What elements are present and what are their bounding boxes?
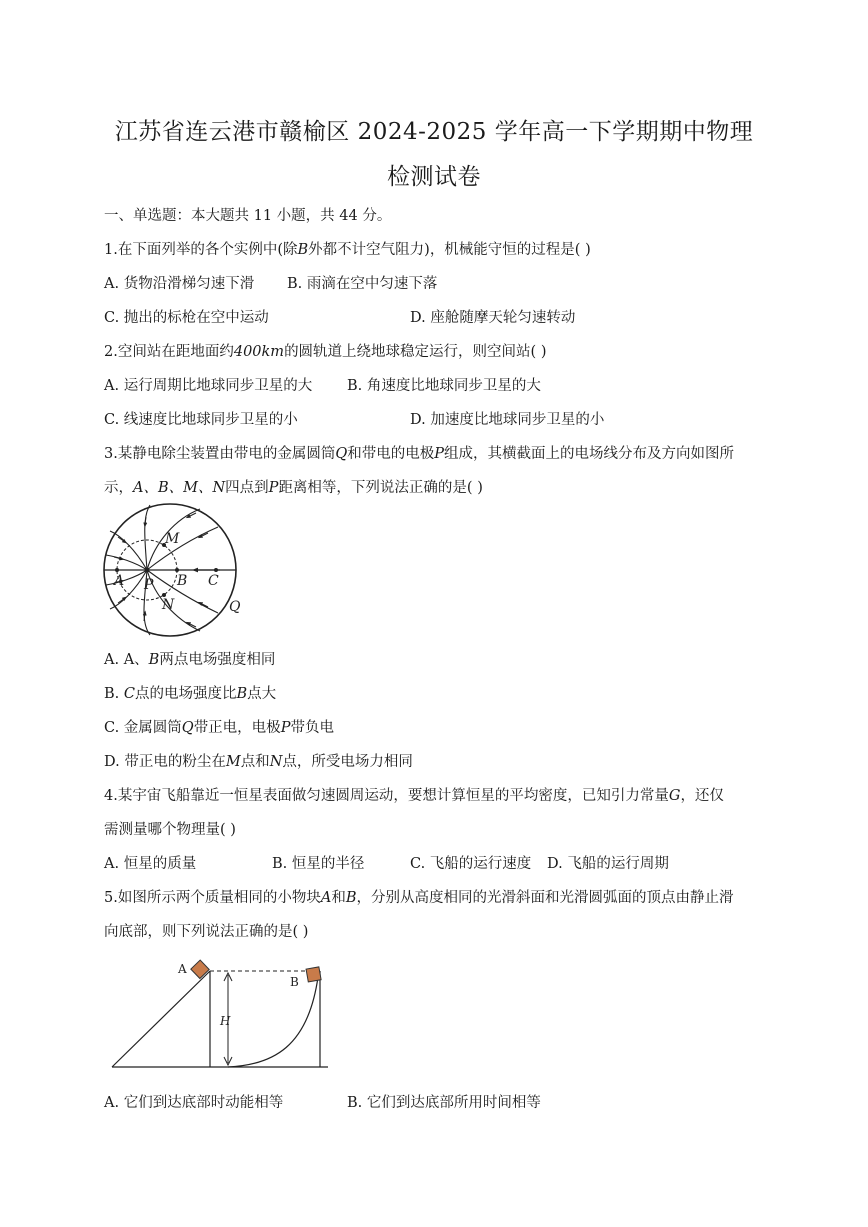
q1-option-a: A. 货物沿滑梯匀速下滑 [104, 276, 255, 292]
q5-option-b: B. 它们到达底部所用时间相等 [347, 1095, 541, 1111]
section-header: 一、单选题：本大题共 11 小题，共 44 分。 [104, 208, 392, 224]
q4-option-b: B. 恒星的半径 [272, 856, 365, 872]
q3-option-b: B. C点的电场强度比B点大 [104, 686, 277, 702]
q3-option-d: D. 带正电的粉尘在M点和N点，所受电场力相同 [104, 754, 413, 770]
q1-option-c: C. 抛出的标枪在空中运动 [104, 310, 269, 326]
q2-option-b: B. 角速度比地球同步卫星的大 [347, 378, 541, 394]
q4-stem-line1: 4.某宇宙飞船靠近一恒星表面做匀速圆周运动，要想计算恒星的平均密度，已知引力常量G，还仅 [104, 788, 724, 804]
q5-stem-line1: 5.如图所示两个质量相同的小物块A和B，分别从高度相同的光滑斜面和光滑圆弧面的顶点由静止滑 [104, 890, 734, 906]
q5-option-a: A. 它们到达底部时动能相等 [104, 1095, 284, 1111]
q2-stem: 2.空间站在距地面约400km的圆轨道上绕地球稳定运行，则空间站( ) [104, 344, 547, 360]
q2-option-d: D. 加速度比地球同步卫星的小 [410, 412, 605, 428]
label-m: M [165, 531, 180, 547]
q4-stem-line2: 需测量哪个物理量( ) [104, 822, 236, 838]
q4-option-c: C. 飞船的运行速度 [410, 856, 532, 872]
q4-option-a: A. 恒星的质量 [104, 856, 197, 872]
q3-stem-line1: 3.某静电除尘装置由带电的金属圆筒Q和带电的电极P组成，其横截面上的电场线分布及方向如图所 [104, 446, 734, 462]
label-h: H [220, 1014, 231, 1028]
block-a [191, 960, 209, 978]
q4-option-d: D. 飞船的运行周期 [547, 856, 669, 872]
q3-field-figure [100, 497, 250, 639]
q3-stem-line2: 示，A、B、M、N四点到P距离相等，下列说法正确的是( ) [104, 480, 483, 496]
q5-incline-figure [108, 957, 333, 1072]
label-q: Q [229, 599, 241, 615]
q5-stem-line2: 向底部，则下列说法正确的是( ) [104, 924, 309, 940]
q1-option-b: B. 雨滴在空中匀速下落 [287, 276, 438, 292]
q3-option-a: A. A、B两点电场强度相同 [104, 652, 276, 668]
q2-option-c: C. 线速度比地球同步卫星的小 [104, 412, 298, 428]
q1-option-d: D. 座舱随摩天轮匀速转动 [410, 310, 576, 326]
label-c: C [208, 573, 219, 589]
label-a: A [178, 962, 187, 976]
label-p: P [144, 577, 154, 593]
label-b: B [177, 573, 188, 589]
label-a: A [114, 573, 125, 589]
label-n: N [162, 597, 175, 613]
q1-stem: 1.在下面列举的各个实例中(除B外都不计空气阻力)，机械能守恒的过程是( ) [104, 242, 591, 258]
q3-option-c: C. 金属圆筒Q带正电，电极P带负电 [104, 720, 334, 736]
q2-option-a: A. 运行周期比地球同步卫星的大 [104, 378, 313, 394]
exam-title-line2: 检测试卷 [387, 164, 481, 190]
block-b [306, 967, 321, 982]
exam-title-line1: 江苏省连云港市赣榆区 2024-2025 学年高一下学期期中物理 [114, 119, 754, 145]
label-b: B [290, 975, 299, 989]
